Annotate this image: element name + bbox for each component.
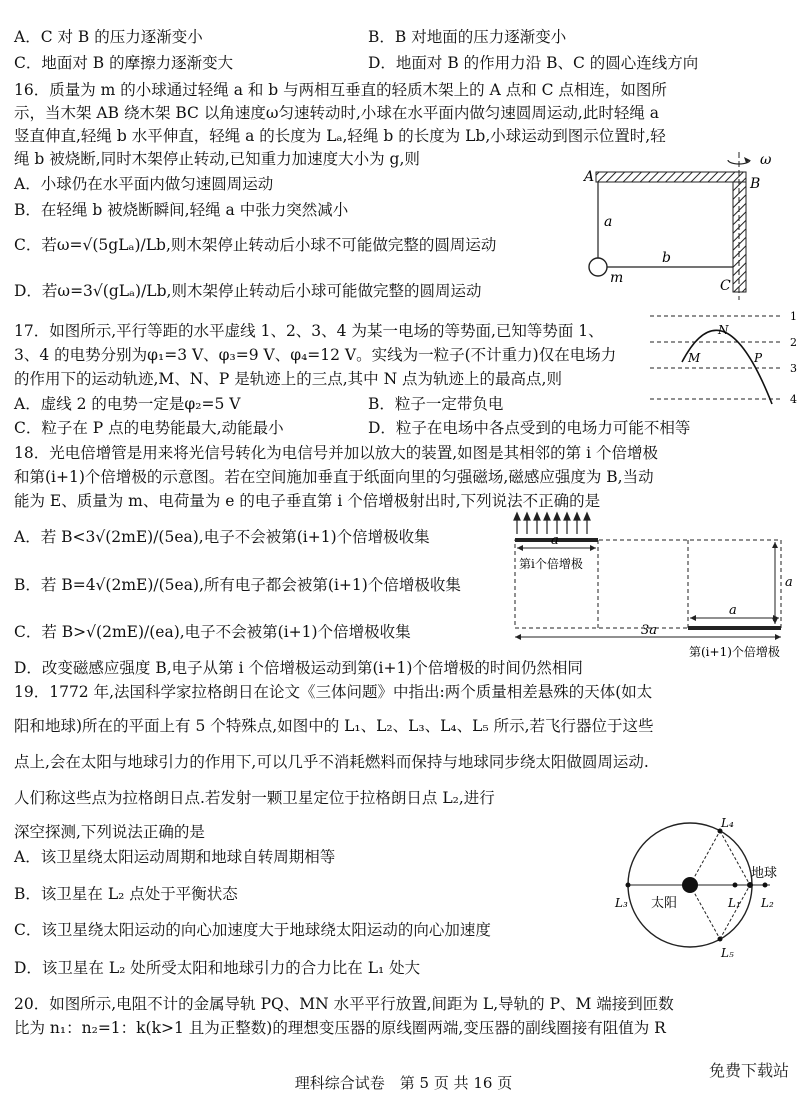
label-earth: 地球: [751, 866, 778, 881]
label-a-point: A: [584, 169, 595, 185]
label-pole-i: 第i个倍增极: [519, 557, 583, 571]
q16-line: 绳 b 被烧断,同时木架停止转动,已知重力加速度大小为 g,则: [14, 150, 420, 168]
ball: [589, 258, 607, 276]
q17-option-a: A．虚线 2 的电势一定是φ₂=5 V: [14, 395, 241, 413]
q19-line: 19．1772 年,法国科学家拉格朗日在论文《三体问题》中指出:两个质量相差悬殊的天体(如太: [14, 683, 653, 701]
sun: [682, 877, 698, 893]
point-l3: [626, 883, 631, 888]
q17-option-c: C．粒子在 P 点的电势能最大,动能最小: [14, 419, 284, 437]
label-l1: L₁: [728, 896, 741, 910]
label-rope-a: a: [604, 214, 613, 230]
label-rope-b: b: [662, 250, 671, 266]
q20-line: 20．如图所示,电阻不计的金属导轨 PQ、MN 水平平行放置,间距为 L,导轨的 P、M 端接到匝数: [14, 995, 674, 1013]
q18-option-d: D．改变磁感应强度 B,电子从第 i 个倍增极运动到第(i+1)个倍增极的时间仍然相同: [14, 659, 583, 677]
q19-option-c: C．该卫星绕太阳运动的向心加速度大于地球绕太阳运动的向心加速度: [14, 921, 491, 939]
beam-ab: [596, 172, 746, 182]
earth: [747, 882, 753, 888]
q19-option-b: B．该卫星在 L₂ 点处于平衡状态: [14, 885, 238, 903]
q18-option-c: C．若 B>√(2mE)/(ea),电子不会被第(i+1)个倍增极收集: [14, 623, 411, 641]
q19-figure: [605, 815, 795, 965]
q19-option-a: A．该卫星绕太阳运动周期和地球自转周期相等: [14, 848, 336, 866]
label-line-3: 3: [790, 362, 797, 375]
label-a-right: a: [785, 575, 793, 590]
q15-option-d: D．地面对 B 的作用力沿 B、C 的圆心连线方向: [368, 54, 699, 72]
label-a-top: a: [551, 533, 559, 548]
q16-line: 16．质量为 m 的小球通过轻绳 a 和 b 与两相互垂直的轻质木架上的 A 点和 C 点相连，如图所: [14, 81, 667, 99]
label-p: P: [754, 351, 763, 365]
page-footer: 理科综合试卷 第 5 页 共 16 页: [294, 1074, 513, 1092]
q16-option-d: D．若ω=3√(gLₐ)/Lb,则木架停止转动后小球可能做完整的圆周运动: [14, 282, 482, 300]
label-l3: L₃: [615, 896, 628, 910]
q16-line: 示，当木架 AB 绕木架 BC 以角速度ω匀速转动时,小球在水平面内做匀速圆周运动,此时轻绳 a: [14, 104, 659, 122]
q19-line: 深空探测,下列说法正确的是: [14, 823, 205, 841]
label-line-1: 1: [790, 310, 797, 323]
q20-line: 比为 n₁：n₂=1：k(k>1 且为正整数)的理想变压器的原线圈两端,变压器的副线圈接有阻值为 R: [14, 1019, 666, 1037]
q18-option-b: B．若 B=4√(2mE)/(5ea),所有电子都会被第(i+1)个倍增极收集: [14, 576, 461, 594]
point-l1: [733, 883, 738, 888]
q16-line: 竖直伸直,轻绳 b 水平伸直，轻绳 a 的长度为 Lₐ,轻绳 b 的长度为 Lb,小球运动到图示位置时,轻: [14, 127, 666, 145]
sun-l4: [690, 831, 720, 885]
q17-option-d: D．粒子在电场中各点受到的电场力可能不相等: [368, 419, 691, 437]
q15-option-c: C．地面对 B 的摩擦力逐渐变大: [14, 54, 234, 72]
label-l4: L₄: [721, 816, 734, 830]
field-region: [515, 540, 781, 628]
label-m: M: [688, 351, 701, 365]
q17-line: 的作用下的运动轨迹,M、N、P 是轨迹上的三点,其中 N 点为轨迹上的最高点,则: [14, 370, 562, 388]
q17-figure: [650, 304, 800, 412]
q19-line: 阳和地球)所在的平面上有 5 个特殊点,如图中的 L₁、L₂、L₃、L₄、L₅ 所示,若飞行器位于这些: [14, 717, 654, 735]
label-l5: L₅: [721, 946, 734, 960]
label-sun: 太阳: [651, 896, 678, 911]
q17-line: 3、4 的电势分别为φ₁=3 V、φ₃=9 V、φ₄=12 V。实线为一粒子(不计重力)仅在电场力: [14, 346, 617, 364]
q18-figure: [505, 510, 801, 662]
q18-line: 能为 E、质量为 m、电荷量为 e 的电子垂直第 i 个倍增极射出时,下列说法不正确的是: [14, 492, 601, 510]
watermark: 免费下载站: [708, 1061, 789, 1080]
label-b-point: B: [750, 176, 761, 192]
label-pole-i1: 第(i+1)个倍增极: [689, 645, 780, 659]
label-c-point: C: [720, 278, 731, 294]
q15-option-a: A．C 对 B 的压力逐渐变小: [14, 28, 203, 46]
q16-figure: [580, 148, 785, 300]
q17-line: 17．如图所示,平行等距的水平虚线 1、2、3、4 为某一电场的等势面,已知等势面 1、: [14, 322, 604, 340]
label-line-2: 2: [790, 336, 797, 349]
q18-line: 18．光电倍增管是用来将光信号转化为电信号并加以放大的装置,如图是其相邻的第 i 个倍增极: [14, 444, 658, 462]
label-3a: 3a: [641, 623, 658, 638]
q18-line: 和第(i+1)个倍增极的示意图。若在空间施加垂直于纸面向里的匀强磁场,磁感应强度为 B,当动: [14, 468, 654, 486]
q16-option-c: C．若ω=√(5gLₐ)/Lb,则木架停止转动后小球不可能做完整的圆周运动: [14, 236, 497, 254]
sun-l5: [690, 885, 720, 939]
label-line-4: 4: [790, 393, 797, 406]
label-n: N: [718, 323, 729, 337]
q19-line: 人们称这些点为拉格朗日点.若发射一颗卫星定位于拉格朗日点 L₂,进行: [14, 789, 495, 807]
electron-arrows: [514, 513, 590, 534]
q16-option-b: B．在轻绳 b 被烧断瞬间,轻绳 a 中张力突然减小: [14, 201, 349, 219]
label-mass: m: [610, 270, 624, 286]
point-l2: [763, 883, 768, 888]
point-l5: [718, 937, 723, 942]
pole-i1: [688, 626, 781, 630]
label-a-bottom: a: [729, 603, 737, 618]
q17-option-b: B．粒子一定带负电: [368, 395, 504, 413]
q19-option-d: D．该卫星在 L₂ 处所受太阳和地球引力的合力比在 L₁ 处大: [14, 959, 421, 977]
q15-option-b: B．B 对地面的压力逐渐变小: [368, 28, 567, 46]
label-omega: ω: [760, 152, 772, 168]
label-l2: L₂: [761, 896, 774, 910]
trajectory: [682, 330, 772, 404]
q19-line: 点上,会在太阳与地球引力的作用下,可以几乎不消耗燃料而保持与地球同步绕太阳做圆周运动.: [14, 753, 649, 771]
q16-option-a: A．小球仍在水平面内做匀速圆周运动: [14, 175, 274, 193]
q18-option-a: A．若 B<3√(2mE)/(5ea),电子不会被第(i+1)个倍增极收集: [14, 528, 430, 546]
